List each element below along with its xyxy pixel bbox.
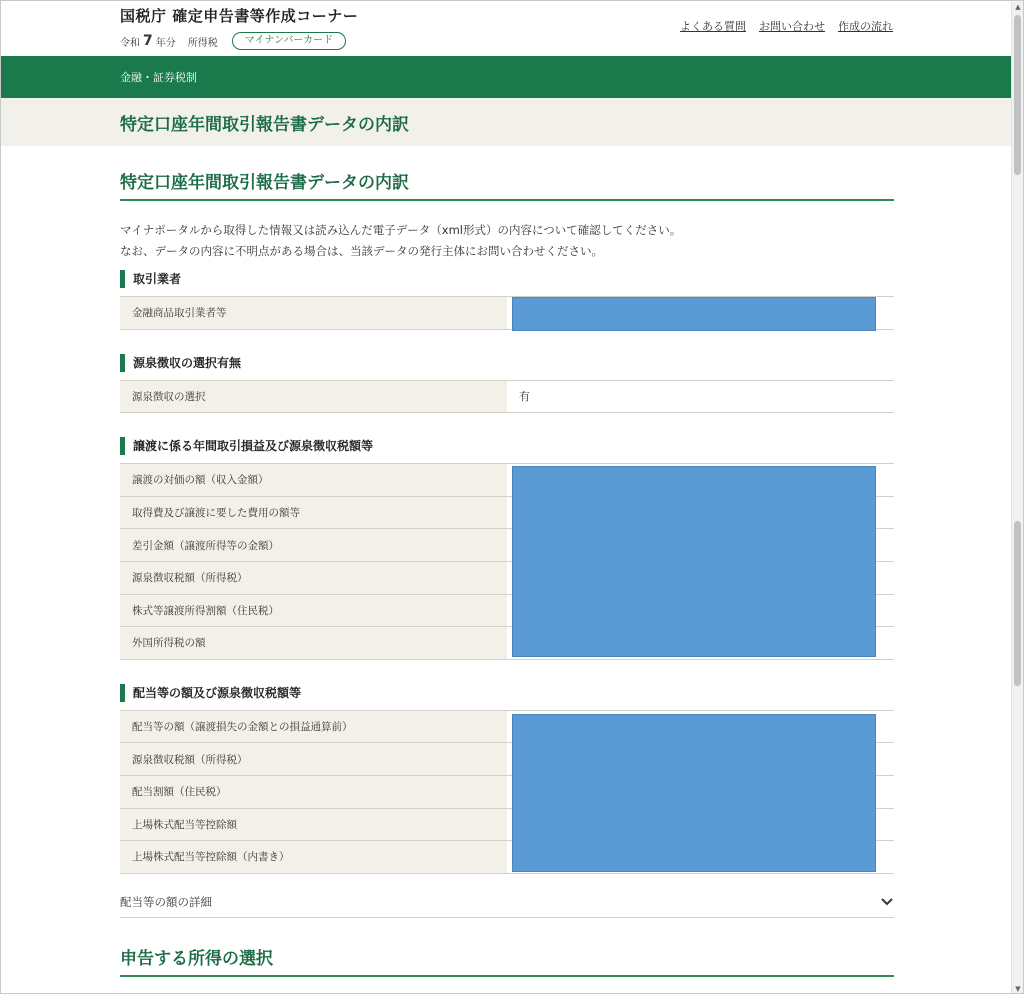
main-content <box>120 146 894 977</box>
row-label: 配当割額（住民税） <box>120 776 507 808</box>
dividend-table <box>120 710 894 874</box>
dividend-heading: 配当等の額及び源泉徴収税額等 <box>120 684 894 702</box>
row-label: 上場株式配当等控除額 <box>120 809 507 841</box>
redaction-block <box>512 466 876 657</box>
row-label: 源泉徴収税額（所得税） <box>120 743 507 775</box>
table-row <box>120 381 894 414</box>
row-label: 金融商品取引業者等 <box>120 297 507 329</box>
year-row <box>120 32 346 50</box>
row-label: 外国所得税の額 <box>120 627 507 659</box>
site-title[interactable]: 国税庁 確定申告書等作成コーナー <box>120 7 359 25</box>
vertical-scrollbar[interactable] <box>1011 1 1023 994</box>
redaction-block <box>512 297 876 331</box>
row-label: 源泉徴収の選択 <box>120 381 507 413</box>
scrollbar-thumb[interactable] <box>1014 521 1021 686</box>
redaction-block <box>512 714 876 872</box>
contact-link[interactable]: お問い合わせ <box>759 20 825 33</box>
row-label: 源泉徴収税額（所得税） <box>120 562 507 594</box>
faq-link[interactable]: よくある質問 <box>680 20 746 33</box>
category-bar <box>1 56 1013 98</box>
row-value: 有 <box>507 381 894 413</box>
scroll-down-icon[interactable]: ▼ <box>1015 985 1021 993</box>
mynumber-card-badge: マイナンバーカード <box>232 32 346 50</box>
scroll-up-icon[interactable]: ▲ <box>1015 3 1021 11</box>
era-label: 令和 <box>120 37 140 49</box>
row-label: 上場株式配当等控除額（内書き） <box>120 841 507 873</box>
row-label: 差引金額（譲渡所得等の金額） <box>120 529 507 561</box>
tax-type-label: 所得税 <box>187 37 218 49</box>
row-label: 株式等譲渡所得割額（住民税） <box>120 595 507 627</box>
page-title-band <box>1 98 1013 146</box>
year-suffix: 年分 <box>155 37 176 49</box>
row-label: 配当等の額（譲渡損失の金額との損益通算前） <box>120 711 507 743</box>
row-label: 取得費及び譲渡に要した費用の額等 <box>120 497 507 529</box>
transfer-table <box>120 463 894 660</box>
chevron-down-icon[interactable] <box>880 895 894 909</box>
dealer-heading: 取引業者 <box>120 270 894 288</box>
withholding-heading: 源泉徴収の選択有無 <box>120 354 894 372</box>
site-header <box>1 1 1013 56</box>
dividend-details-accordion[interactable] <box>120 894 894 918</box>
next-section-title: 申告する所得の選択 <box>120 944 894 977</box>
lead-line-2: なお、データの内容に不明点がある場合は、当該データの発行主体にお問い合わせください。 <box>120 244 603 258</box>
lead-text <box>120 220 894 262</box>
year-number: 7 <box>143 33 153 49</box>
lead-line-1: マイナポータルから取得した情報又は読み込んだ電子データ（xml形式）の内容について確認してください。 <box>120 223 682 237</box>
section-title: 特定口座年間取引報告書データの内訳 <box>120 168 894 201</box>
flow-link[interactable]: 作成の流れ <box>838 20 893 33</box>
header-links <box>680 18 893 34</box>
accordion-label: 配当等の額の詳細 <box>120 894 212 909</box>
scrollbar-thumb-top[interactable] <box>1014 15 1021 175</box>
page-title: 特定口座年間取引報告書データの内訳 <box>120 115 409 135</box>
category-label: 金融・証券税制 <box>120 71 197 84</box>
row-label: 譲渡の対価の額（収入金額） <box>120 464 507 496</box>
transfer-heading: 譲渡に係る年間取引損益及び源泉徴収税額等 <box>120 437 894 455</box>
withholding-table <box>120 380 894 414</box>
dealer-table <box>120 296 894 330</box>
